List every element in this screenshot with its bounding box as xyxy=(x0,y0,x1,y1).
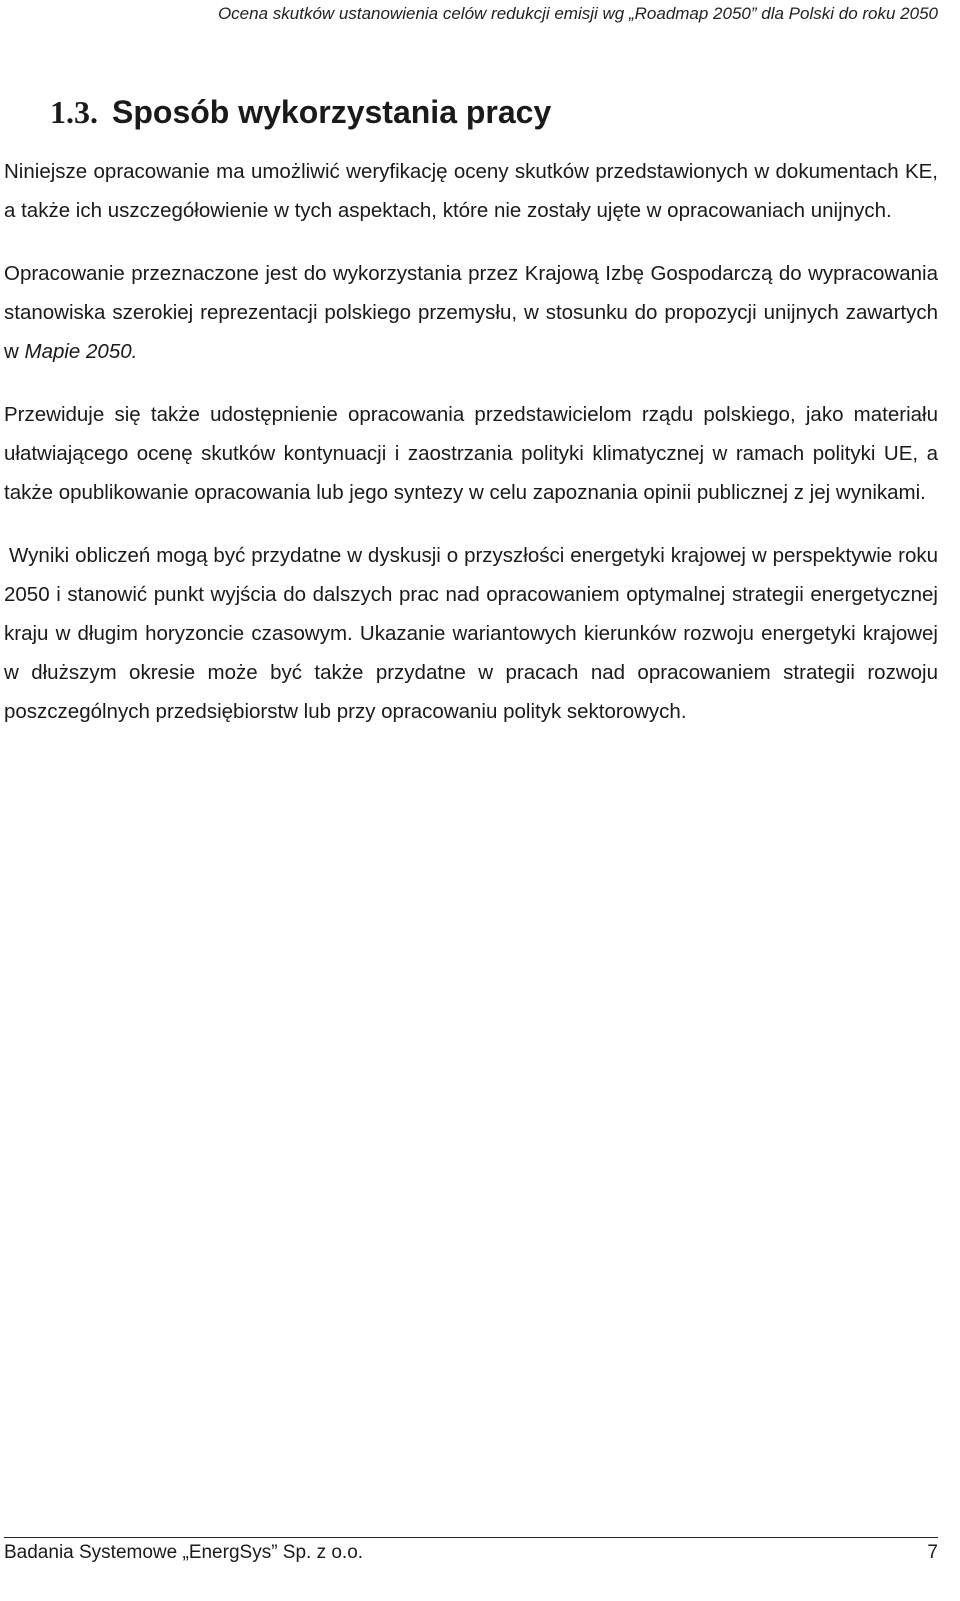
paragraph-3: Przewiduje się także udostępnienie opracowania przedstawicielom rządu polskiego, jako materiału ułatwiającego ocenę skutków kontynuacji i zaostrzania polityki klimatycznej w ramach polityki UE, a także opublikowanie opracowania lub jego syntezy w celu zapoznania opinii publicznej z jej wynikami. xyxy=(4,403,938,504)
section-title: Sposób wykorzystania pracy xyxy=(112,94,552,130)
section-heading xyxy=(50,94,551,131)
page-footer xyxy=(4,1537,938,1564)
footer-page-number: 7 xyxy=(927,1542,938,1563)
paragraph-4: Wyniki obliczeń mogą być przydatne w dyskusji o przyszłości energetyki krajowej w perspektywie roku 2050 i stanowić punkt wyjścia do dalszych prac nad opracowaniem optymalnej strategii energetycznej kraju w długim horyzoncie czasowym. Ukazanie wariantowych kierunków rozwoju energetyki krajowej w dłuższym okresie może być także przydatne w pracach nad opracowaniem strategii rozwoju poszczególnych przedsiębiorstw lub przy opracowaniu polityk sektorowych. xyxy=(4,544,938,723)
paragraph-2 xyxy=(4,254,938,371)
body-text xyxy=(4,152,938,731)
running-header: Ocena skutków ustanowienia celów redukcji emisji wg „Roadmap 2050” dla Polski do roku 2050 xyxy=(217,4,938,23)
footer-company: Badania Systemowe „EnergSys” Sp. z o.o. xyxy=(4,1542,364,1563)
paragraph-2-italic: Mapie 2050. xyxy=(24,340,138,363)
section-number: 1.3. xyxy=(50,94,98,130)
paragraph-2-text: Opracowanie przeznaczone jest do wykorzystania przez Krajową Izbę Gospodarczą do wypracowania stanowiska szerokiej reprezentacji polskiego przemysłu, w stosunku do propozycji unijnych zawartych w xyxy=(4,262,938,363)
paragraph-1: Niniejsze opracowanie ma umożliwić weryfikację oceny skutków przedstawionych w dokumentach KE, a także ich uszczegółowienie w tych aspektach, które nie zostały ujęte w opracowaniach unijnych. xyxy=(4,160,938,222)
